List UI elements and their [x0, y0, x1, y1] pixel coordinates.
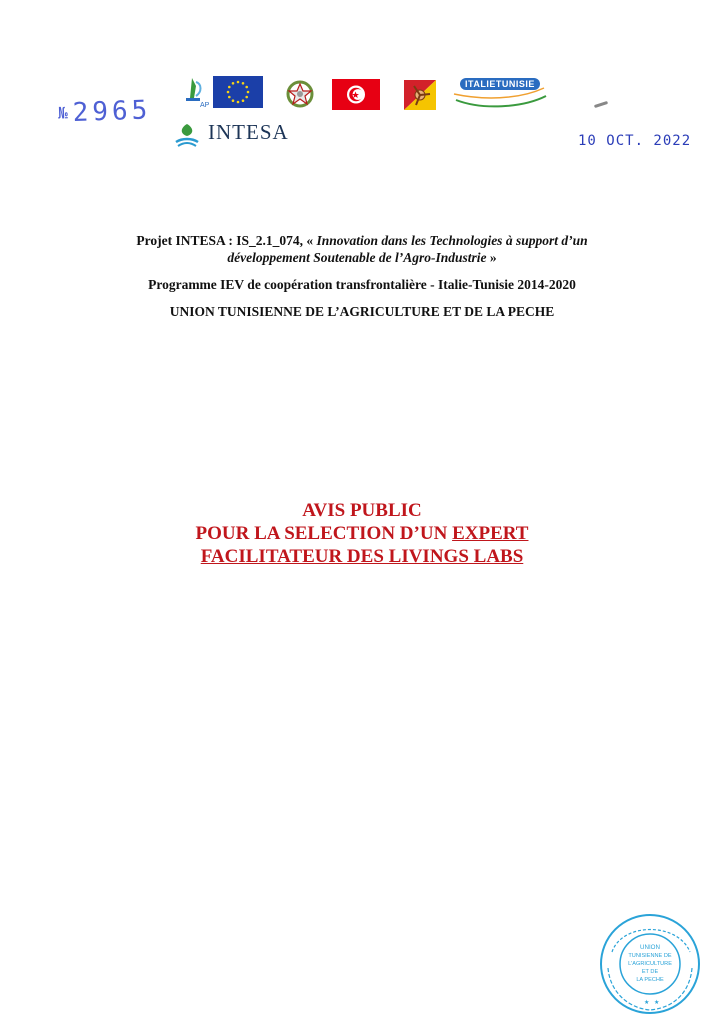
utap-logo-icon	[180, 76, 210, 110]
registration-number-stamp	[58, 95, 152, 128]
project-title-line2: développement Soutenable de l’Agro-Industrie	[227, 250, 487, 265]
registration-number: 2965	[72, 95, 152, 129]
italie-tunisie-program-icon	[452, 70, 548, 108]
program-logo-text: ITALIETUNISIE	[460, 78, 540, 90]
notice-subtitle-underlined: EXPERT	[452, 523, 529, 544]
tunisia-flag-icon	[332, 79, 380, 110]
notice-subtitle-plain: POUR LA SELECTION D’UN	[195, 523, 453, 544]
project-suffix: »	[486, 250, 497, 265]
utap-text: AP	[200, 102, 210, 109]
seal-star-left: ★	[644, 1000, 650, 1006]
seal-line-5: LA PECHE	[636, 977, 664, 983]
seal-line-4: ET DE	[641, 969, 659, 975]
notice-subtitle-line2: FACILITATEUR DES LIVINGS LABS	[200, 546, 524, 567]
seal-line-1: UNION	[640, 944, 660, 951]
eu-flag-icon	[213, 76, 263, 108]
intesa-logo-icon	[172, 120, 302, 150]
project-title-line1: Innovation dans les Technologies à support d’un	[316, 233, 588, 248]
seal-line-3: L'AGRICULTURE	[628, 961, 672, 967]
project-title	[100, 232, 624, 266]
programme-title: Programme IEV de coopération transfrontalière - Italie-Tunisie 2014-2020	[148, 277, 576, 292]
seal-star-right: ★	[654, 1000, 660, 1006]
organization-name: UNION TUNISIENNE DE L’AGRICULTURE ET DE LA PECHE	[169, 304, 555, 319]
project-prefix: Projet INTESA : IS_2.1_074, «	[136, 233, 317, 248]
italy-emblem-icon	[285, 78, 315, 110]
intesa-logo-text: INTESA	[208, 120, 289, 144]
notice-subtitle-line1	[0, 523, 724, 545]
number-prefix: №	[57, 103, 69, 123]
notice-title: AVIS PUBLIC	[302, 500, 422, 521]
date-stamp: 10 OCT. 2022	[578, 133, 692, 149]
seal-line-2: TUNISIENNE DE	[628, 953, 672, 959]
organization-seal-stamp	[598, 912, 702, 1016]
sicily-flag-icon	[404, 80, 436, 110]
